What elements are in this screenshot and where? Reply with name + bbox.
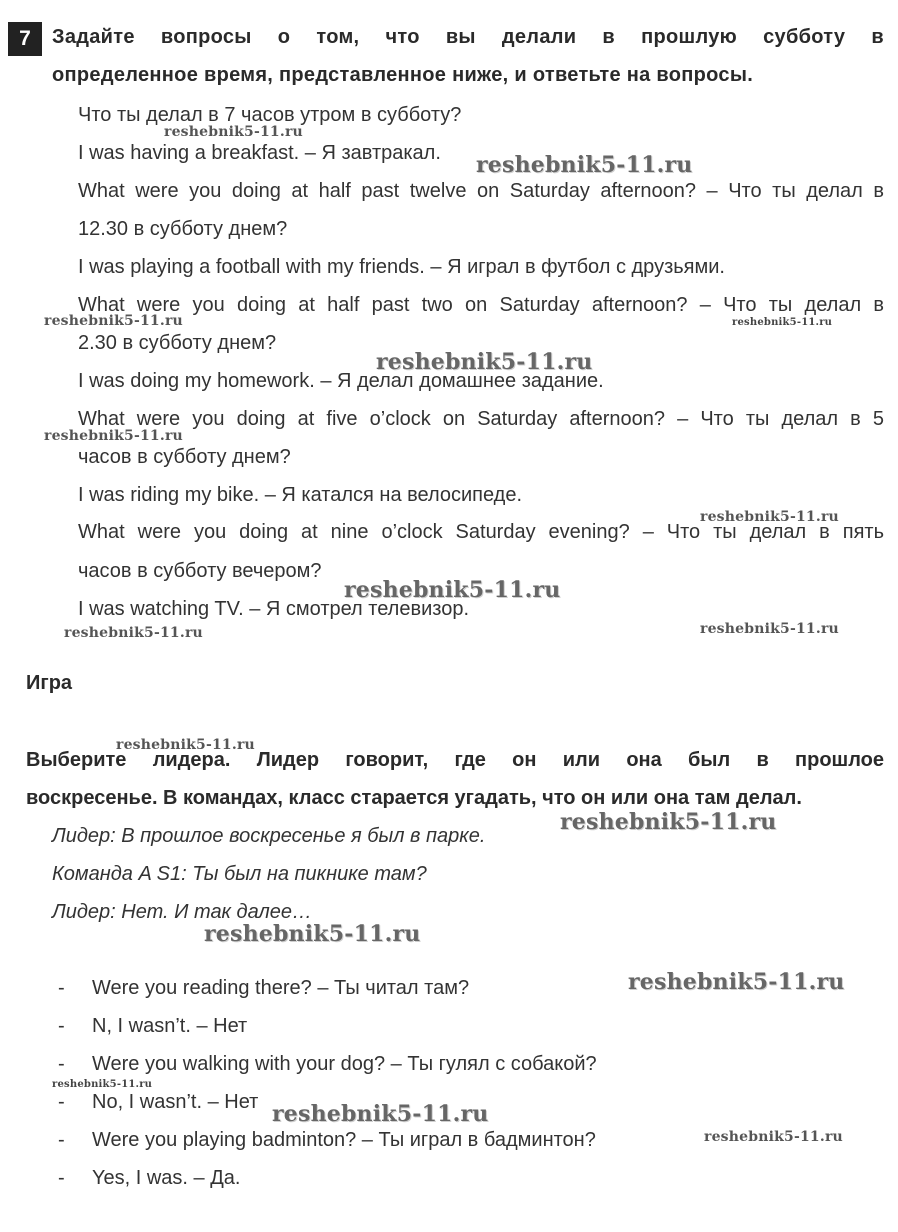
list-bullet: - [58,1091,65,1113]
watermark: reshebnik5-11.ru [628,969,845,995]
dialogue-line: I was riding my bike. – Я катался на велосипеде. [78,484,523,506]
task-title [52,18,884,94]
watermark: reshebnik5-11.ru [700,621,839,637]
task-title-line-2: определенное время, представленное ниже, и ответьте на вопросы. [52,64,754,86]
list-bullet: - [58,977,65,999]
watermark: reshebnik5-11.ru [64,625,203,641]
dialogue-line: What were you doing at five o’clock on Saturday afternoon? – Что ты делал в 5 [78,408,884,430]
dialogue-line: I was playing a football with my friends. – Я играл в футбол с друзьями. [78,256,725,278]
dialogue-line: Что ты делал в 7 часов утром в субботу? [78,104,462,126]
dialogue-line: I was having a breakfast. – Я завтракал. [78,142,441,164]
list-bullet: - [58,1129,65,1151]
game-intro-line-2: воскресенье. В командах, класс старается угадать, что он или она там делал. [26,787,802,809]
watermark: reshebnik5-11.ru [560,809,777,835]
list-item: Yes, I was. – Да. [92,1167,241,1189]
watermark: reshebnik5-11.ru [204,921,421,947]
example-line: Лидер: Нет. И так далее… [52,901,313,923]
example-line: Лидер: В прошлое воскресенье я был в парке. [52,825,486,847]
dialogue-line: I was watching TV. – Я смотрел телевизор. [78,598,470,620]
watermark: reshebnik5-11.ru [272,1101,489,1127]
task-title-line-1: Задайте вопросы о том, что вы делали в прошлую субботу в [52,26,884,48]
list-bullet: - [58,1053,65,1075]
list-item: Were you walking with your dog? – Ты гулял с собакой? [92,1053,597,1075]
watermark: reshebnik5-11.ru [164,124,303,140]
dialogue-line: часов в субботу днем? [78,446,291,468]
list-item: Were you reading there? – Ты читал там? [92,977,470,999]
dialogue-line: часов в субботу вечером? [78,560,322,582]
watermark: reshebnik5-11.ru [700,509,839,525]
watermark: reshebnik5-11.ru [44,313,183,329]
dialogue-line: 2.30 в субботу днем? [78,332,277,354]
watermark: reshebnik5-11.ru [704,1129,843,1145]
dialogue-line: What were you doing at nine o’clock Saturday evening? – Что ты делал в пять [78,521,884,543]
dialogue-line: I was doing my homework. – Я делал домашнее задание. [78,370,604,392]
task-number-badge: 7 [8,22,42,56]
watermark: reshebnik5-11.ru [116,737,255,753]
dialogue-line: 12.30 в субботу днем? [78,218,288,240]
list-item: N, I wasn’t. – Нет [92,1015,248,1037]
watermark: reshebnik5-11.ru [376,349,593,375]
dialogue-line: What were you doing at half past twelve on Saturday afternoon? – Что ты делал в [78,180,884,202]
watermark: reshebnik5-11.ru [44,428,183,444]
dialogue-line: What were you doing at half past two on Saturday afternoon? – Что ты делал в [78,294,884,316]
watermark: reshebnik5-11.ru [476,152,693,178]
example-line: Команда A S1: Ты был на пикнике там? [52,863,427,885]
list-bullet: - [58,1167,65,1189]
list-bullet: - [58,1015,65,1037]
game-intro-line-1: Выберите лидера. Лидер говорит, где он или она был в прошлое [26,749,884,771]
watermark: reshebnik5-11.ru [732,317,833,328]
list-item: No, I wasn’t. – Нет [92,1091,259,1113]
watermark: reshebnik5-11.ru [344,577,561,603]
list-item: Were you playing badminton? – Ты играл в бадминтон? [92,1129,596,1151]
watermark: reshebnik5-11.ru [52,1079,153,1090]
section-title-game: Игра [26,672,73,694]
